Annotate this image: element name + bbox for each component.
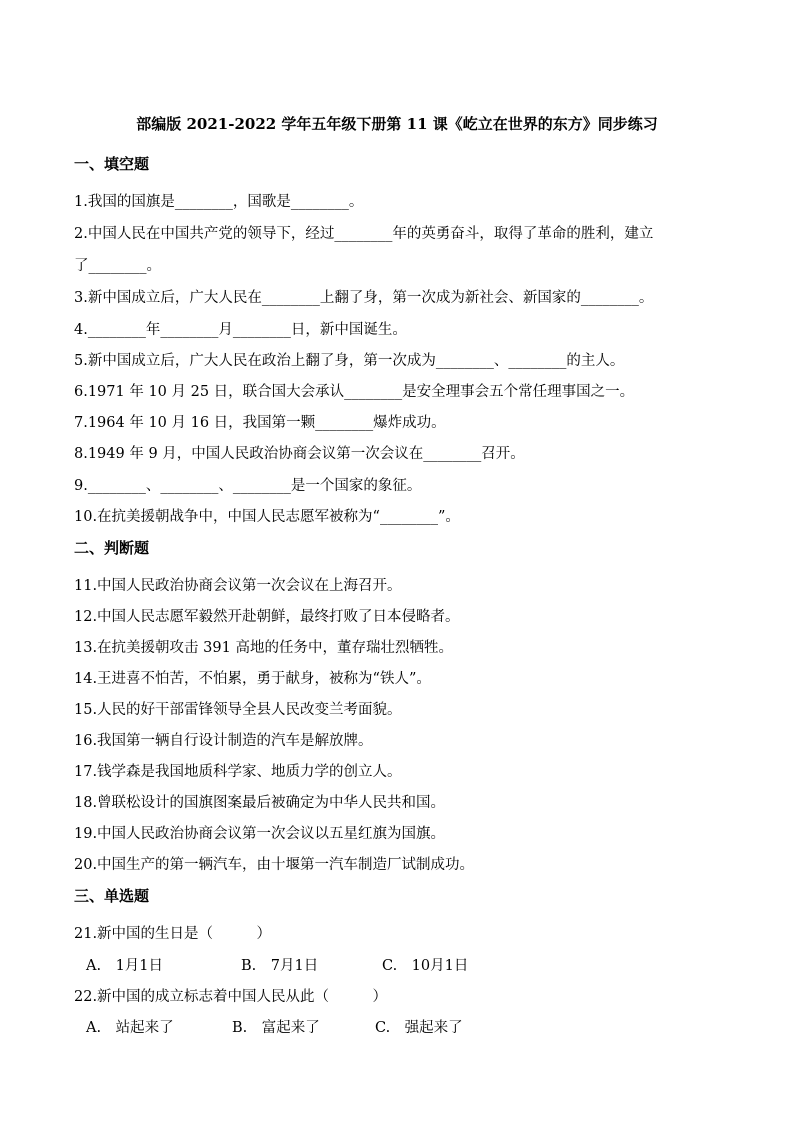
question-21-option-a: A. 1月1日	[86, 958, 164, 974]
question-21-option-b: B. 7月1日	[241, 958, 319, 974]
question-6: 6.1971 年 10 月 25 日，联合国大会承认________是安全理事会五个常任理事国之一。	[74, 384, 635, 400]
question-10: 10.在抗美援朝战争中，中国人民志愿军被称为“________”。	[74, 509, 460, 525]
question-3: 3.新中国成立后，广大人民在________上翻了身，第一次成为新社会、新国家的________。	[74, 290, 654, 306]
question-21-option-c: C. 10月1日	[382, 958, 469, 974]
question-22-option-c: C. 强起来了	[375, 1020, 463, 1036]
question-17: 17.钱学森是我国地质科学家、地质力学的创立人。	[74, 764, 402, 780]
section-heading-fill: 一、填空题	[74, 155, 150, 173]
question-11: 11.中国人民政治协商会议第一次会议在上海召开。	[74, 578, 402, 594]
section-heading-choice: 三、单选题	[74, 887, 150, 905]
question-5: 5.新中国成立后，广大人民在政治上翻了身，第一次成为________、________的主人。	[74, 353, 625, 369]
question-22-option-b: B. 富起来了	[232, 1020, 320, 1036]
question-4: 4.________年________月________日，新中国诞生。	[74, 322, 407, 338]
question-14: 14.王进喜不怕苦，不怕累，勇于献身，被称为“铁人”。	[74, 671, 431, 687]
question-7: 7.1964 年 10 月 16 日，我国第一颗________爆炸成功。	[74, 415, 446, 431]
page-title: 部编版 2021-2022 学年五年级下册第 11 课《屹立在世界的东方》同步练习	[136, 115, 658, 133]
question-2: 2.中国人民在中国共产党的领导下，经过________年的英勇奋斗，取得了革命的胜利，建立	[74, 226, 654, 242]
question-21: 21.新中国的生日是（ ）	[74, 926, 272, 942]
question-2-continued: 了________。	[74, 258, 161, 274]
question-8: 8.1949 年 9 月，中国人民政治协商会议第一次会议在________召开。	[74, 446, 525, 462]
question-12: 12.中国人民志愿军毅然开赴朝鲜，最终打败了日本侵略者。	[74, 609, 460, 625]
question-20: 20.中国生产的第一辆汽车，由十堰第一汽车制造厂试制成功。	[74, 857, 475, 873]
question-15: 15.人民的好干部雷锋领导全县人民改变兰考面貌。	[74, 702, 402, 718]
question-22-option-a: A. 站起来了	[86, 1020, 174, 1036]
question-18: 18.曾联松设计的国旗图案最后被确定为中华人民共和国。	[74, 795, 446, 811]
question-13: 13.在抗美援朝攻击 391 高地的任务中，董存瑞壮烈牺牲。	[74, 640, 453, 656]
question-9: 9.________、________、________是一个国家的象征。	[74, 478, 422, 494]
section-heading-judge: 二、判断题	[74, 539, 150, 557]
question-1: 1.我国的国旗是________，国歌是________。	[74, 194, 364, 210]
question-16: 16.我国第一辆自行设计制造的汽车是解放牌。	[74, 733, 373, 749]
question-22: 22.新中国的成立标志着中国人民从此（ ）	[74, 989, 388, 1005]
question-19: 19.中国人民政治协商会议第一次会议以五星红旗为国旗。	[74, 826, 446, 842]
